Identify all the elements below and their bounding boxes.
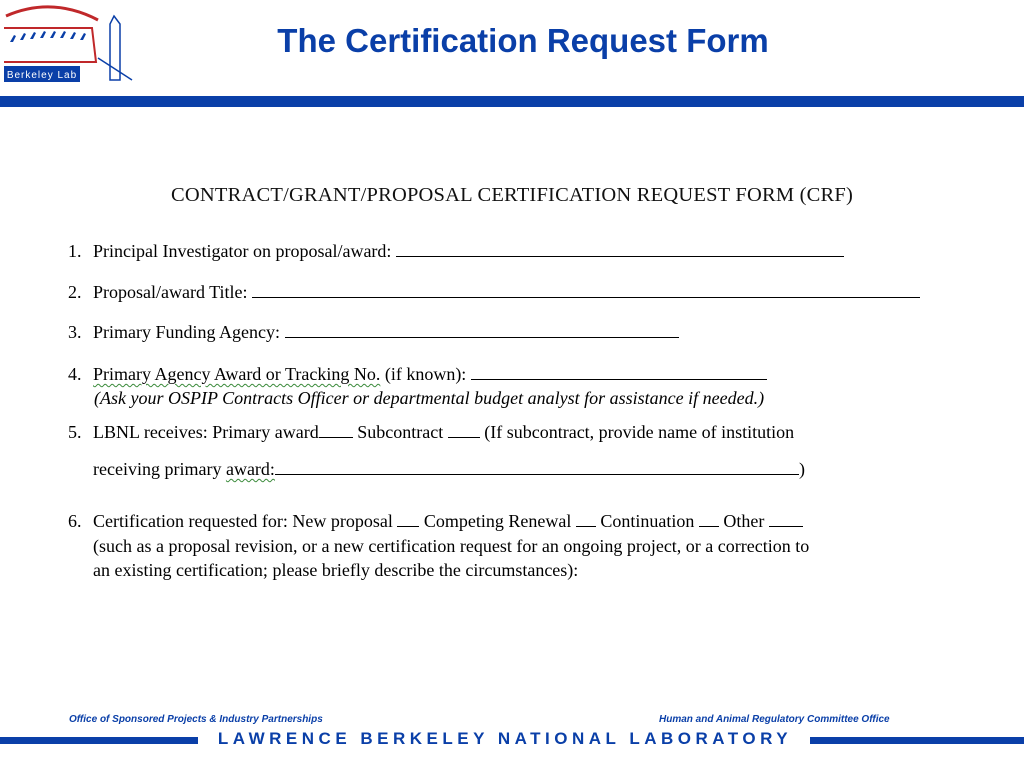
new-proposal-blank[interactable] [397,512,419,527]
logo-text: Berkeley Lab [6,70,78,81]
footer-bar-right [810,737,1024,744]
form-item-award-no [93,364,767,385]
form-note: (Ask your OSPIP Contracts Officer or departmental budget analyst for assistance if needed.) [94,388,765,408]
item-number: 1. [68,241,82,261]
item-label: Primary Agency Award or Tracking No. [93,364,381,384]
form-heading: CONTRACT/GRANT/PROPOSAL CERTIFICATION REQUEST FORM (CRF) [171,184,853,206]
competing-renewal-label: Competing Renewal [419,511,576,531]
competing-renewal-blank[interactable] [576,512,596,527]
subcontract-label: Subcontract [352,422,448,442]
form-item-cert-desc-cont: an existing certification; please briefly describe the circumstances): [93,560,579,580]
item-number: 5. [68,422,82,442]
title-blank[interactable] [252,283,920,298]
form-item-cert-desc: (such as a proposal revision, or a new certification request for an ongoing project, or a correction to [93,536,810,556]
subcontract-instruction: (If subcontract, provide name of institution [479,422,795,442]
item-label: Certification requested for: New proposal [93,511,398,531]
form-item-cert-type [93,511,803,532]
item-number: 6. [68,511,82,531]
lab-name: LAWRENCE BERKELEY NATIONAL LABORATORY [217,729,793,748]
other-label: Other [718,511,769,531]
item-number: 3. [68,322,82,342]
item-label-cont: receiving primary [93,459,226,479]
agency-blank[interactable] [285,323,679,338]
item-label-cont: (if known): [380,364,467,384]
page-title: The Certification Request Form [277,22,769,59]
item-number: 4. [68,364,82,384]
form-item-title [93,282,920,303]
item-label: LBNL receives: Primary award [93,422,319,442]
item-number: 2. [68,282,82,302]
form-item-pi [93,241,844,262]
award-no-blank[interactable] [471,365,767,380]
pi-blank[interactable] [396,242,844,257]
item-label: Proposal/award Title: [93,282,248,302]
footer-office-left: Office of Sponsored Projects & Industry Partnerships [69,714,323,725]
item-label-cont: award: [225,459,275,479]
institution-blank[interactable] [275,460,799,475]
close-paren: ) [798,459,805,479]
primary-award-blank[interactable] [319,423,353,438]
header-divider [0,96,1024,107]
item-label: Principal Investigator on proposal/award: [93,241,392,261]
form-item-receives-cont [93,459,805,480]
footer-office-right: Human and Animal Regulatory Committee Office [659,714,890,725]
other-blank[interactable] [769,512,803,527]
continuation-blank[interactable] [699,512,719,527]
item-label: Primary Funding Agency: [93,322,280,342]
footer-bar-left [0,737,198,744]
subcontract-blank[interactable] [448,423,480,438]
form-item-receives [93,422,794,443]
form-item-agency [93,322,679,343]
continuation-label: Continuation [595,511,699,531]
